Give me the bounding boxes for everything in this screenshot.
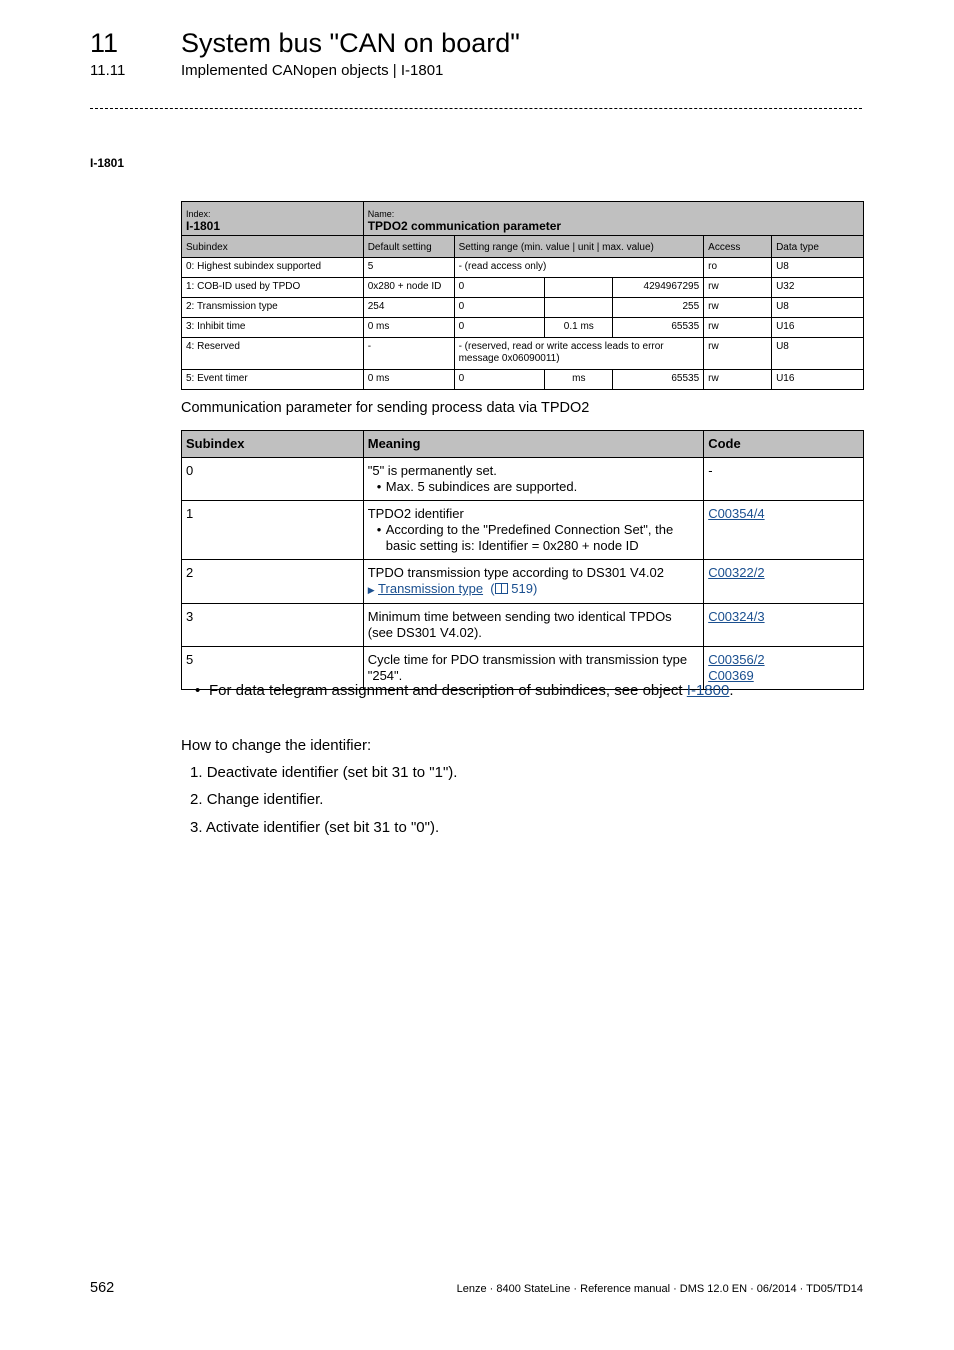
object-link-i-1800[interactable]: I-1800 — [686, 682, 730, 699]
howto-title: How to change the identifier: — [181, 737, 372, 754]
col-code: Code — [704, 431, 864, 458]
book-icon — [495, 583, 508, 594]
section-number: 11.11 — [90, 62, 126, 79]
object-heading: I-1801 — [90, 156, 125, 170]
meaning-table-header-row — [182, 431, 864, 458]
code-link-c00324-3[interactable]: C00324/3 — [708, 609, 765, 624]
section-title: Implemented CANopen objects | I-1801 — [181, 62, 444, 79]
object-table-title-row — [182, 202, 864, 236]
col-subindex: Subindex — [182, 431, 364, 458]
header-divider — [90, 108, 862, 109]
table-row: 3 Minimum time between sending two identical TPDOs (see DS301 V4.02). C00324/3 — [182, 604, 864, 647]
table-row: 3: Inhibit time 0 ms 0 0.1 ms 65535 rw U16 — [182, 318, 864, 338]
transmission-type-link[interactable]: Transmission type — [378, 581, 484, 596]
code-link-c00322-2[interactable]: C00322/2 — [708, 565, 765, 580]
page-number: 562 — [90, 1280, 115, 1296]
table-caption: Communication parameter for sending process data via TPDO2 — [181, 400, 590, 416]
table-row: 1: COB-ID used by TPDO 0x280 + node ID 0 4294967295 rw U32 — [182, 278, 864, 298]
footer-text: Lenze · 8400 StateLine · Reference manual · DMS 12.0 EN · 06/2014 · TD05/TD14 — [456, 1283, 863, 1295]
name-cell: Name: TPDO2 communication parameter — [363, 202, 863, 236]
table-row: 0 "5" is permanently set. • Max. 5 subindices are supported. - — [182, 458, 864, 501]
list-item: • Max. 5 subindices are supported. — [368, 479, 699, 495]
note-bullet: • For data telegram assignment and description of subindices, see object I-1800. — [195, 682, 734, 699]
code-link-c00354-4[interactable]: C00354/4 — [708, 506, 765, 521]
step-item: 1. Deactivate identifier (set bit 31 to "1"). — [190, 764, 458, 781]
col-meaning: Meaning — [363, 431, 703, 458]
step-item: 2. Change identifier. — [190, 791, 324, 808]
meaning-table — [181, 430, 864, 690]
col-subindex: Subindex — [182, 236, 364, 258]
col-type: Data type — [772, 236, 864, 258]
list-item: • According to the "Predefined Connection Set", the basic setting is: Identifier = 0x280 + node ID — [368, 522, 699, 554]
code-link-c00369[interactable]: C00369 — [708, 668, 754, 683]
object-table-header-row — [182, 236, 864, 258]
col-range: Setting range (min. value | unit | max. value) — [454, 236, 704, 258]
table-row: 5 Cycle time for PDO transmission with transmission type "254". C00356/2 C00369 — [182, 647, 864, 690]
table-row: 5: Event timer 0 ms 0 ms 65535 rw U16 — [182, 370, 864, 390]
table-row: 2 TPDO transmission type according to DS301 V4.02 ▶ Transmission type ( 519) C00322/2 — [182, 560, 864, 604]
table-row: 2: Transmission type 254 0 255 rw U8 — [182, 298, 864, 318]
col-access: Access — [704, 236, 772, 258]
col-default: Default setting — [363, 236, 454, 258]
table-row: 4: Reserved - - (reserved, read or write access leads to error message 0x06090011) rw U8 — [182, 338, 864, 370]
table-row: 1 TPDO2 identifier • According to the "Predefined Connection Set", the basic setting is: Identifier = 0x280 + node ID C00354/4 — [182, 501, 864, 560]
code-link-c00356-2[interactable]: C00356/2 — [708, 652, 765, 667]
arrow-right-icon: ▶ — [367, 585, 375, 595]
object-table — [181, 201, 864, 390]
index-cell: Index: I-1801 — [182, 202, 364, 236]
step-item: 3. Activate identifier (set bit 31 to "0"). — [190, 819, 440, 836]
page-reference[interactable]: 519 — [511, 581, 533, 596]
chapter-title: System bus "CAN on board" — [181, 28, 520, 58]
table-row: 0: Highest subindex supported 5 - (read access only) ro U8 — [182, 258, 864, 278]
chapter-number: 11 — [90, 28, 119, 58]
